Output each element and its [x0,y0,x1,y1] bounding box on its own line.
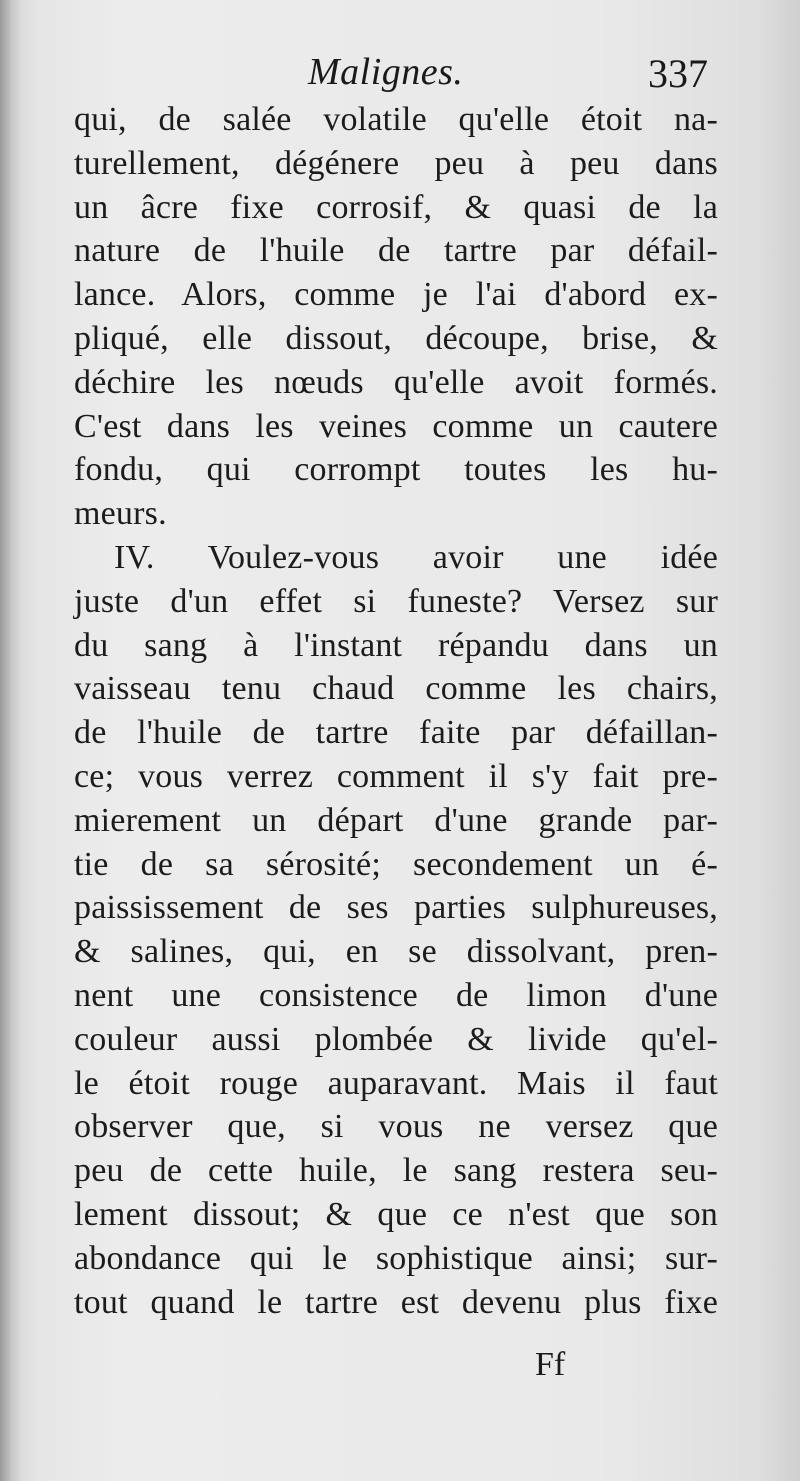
text-line: & salines, qui, en se dissolvant, pren- [74,933,718,971]
text-line: un âcre fixe corrosif, & quasi de la [74,188,718,226]
text-line: lance. Alors, comme je l'ai d'abord ex- [74,276,718,314]
text-line: mierement un départ d'une grande par- [74,801,718,839]
text-line: fondu, qui corrompt toutes les hu- [74,451,718,489]
text-line: nent une consistence de limon d'une [74,976,718,1014]
text-line: pliqué, elle dissout, découpe, brise, & [74,319,718,357]
text-line: le étoit rouge auparavant. Mais il faut [74,1064,718,1102]
text-line: paississement de ses parties sulphureuses, [74,889,718,927]
text-line: tie de sa sérosité; secondement un é- [74,845,718,883]
text-line: lement dissout; & que ce n'est que son [74,1195,718,1233]
body-text [74,98,718,1324]
text-line: meurs. [74,495,167,533]
text-line: tout quand le tartre est devenu plus fixe [74,1283,718,1321]
page-header [0,50,800,100]
text-line: ce; vous verrez comment il s'y fait pre- [74,757,718,795]
text-line: vaisseau tenu chaud comme les chairs, [74,670,718,708]
text-line: abondance qui le sophistique ainsi; sur- [74,1239,718,1277]
text-line: déchire les nœuds qu'elle avoit formés. [74,363,718,401]
page-gutter-shadow [0,0,22,1481]
text-line: couleur aussi plombée & livide qu'el- [74,1020,718,1058]
text-line: peu de cette huile, le sang restera seu- [74,1152,718,1190]
text-line: qui, de salée volatile qu'elle étoit na- [74,101,718,138]
text-line: de l'huile de tartre faite par défaillan- [74,714,718,752]
text-line: turellement, dégénere peu à peu dans [74,144,718,182]
text-line: C'est dans les veines comme un cautere [74,407,718,445]
text-line: IV. Voulez-vous avoir une idée [114,538,718,576]
text-line: nature de l'huile de tartre par défail- [74,232,718,270]
running-head: Malignes. [308,51,464,93]
text-line: observer que, si vous ne versez que [74,1108,718,1146]
text-line: juste d'un effet si funeste? Versez sur [74,582,718,620]
text-line: du sang à l'instant répandu dans un [74,626,718,664]
catchword: Ff [535,1346,566,1383]
page-number: 337 [648,51,708,96]
